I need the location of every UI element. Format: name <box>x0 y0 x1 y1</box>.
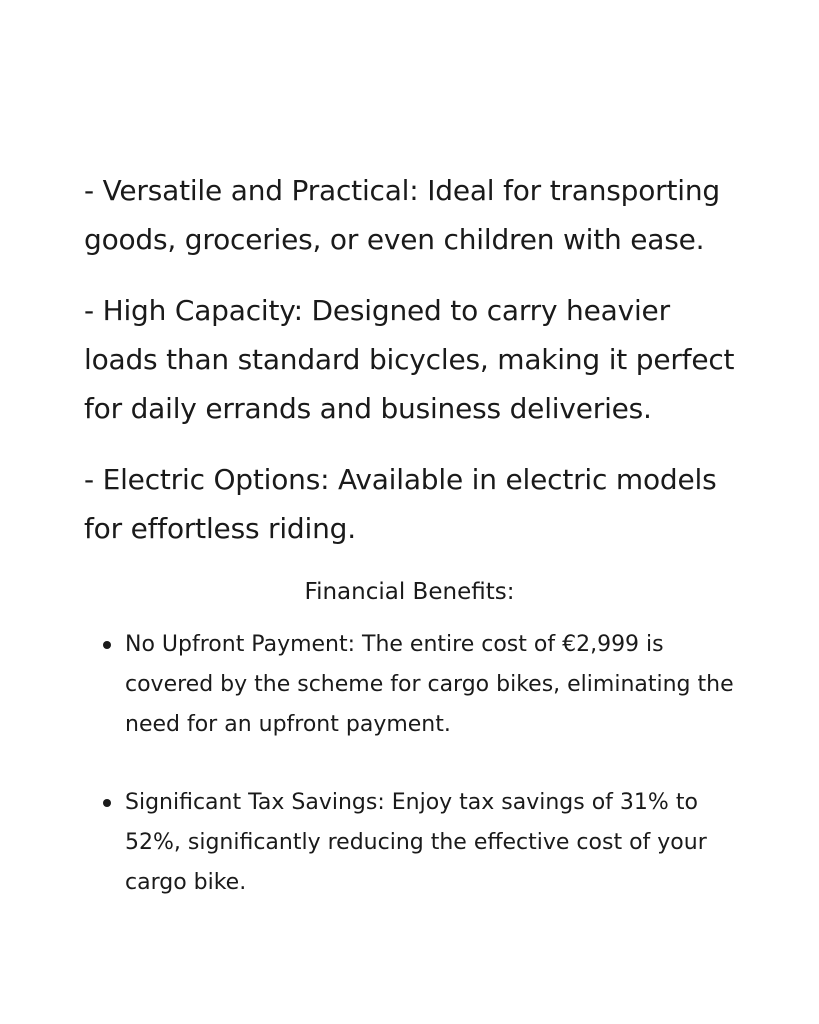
financial-benefits-heading: Financial Benefits: <box>304 579 515 605</box>
feature-list <box>84 166 744 575</box>
feature-electric-options: - Electric Options: Available in electric models for effortless riding. <box>84 463 717 545</box>
financial-benefits-list <box>100 625 750 941</box>
feature-high-capacity: - High Capacity: Designed to carry heavier loads than standard bicycles, making it perfect for daily errands and business deliveries. <box>84 294 735 425</box>
benefit-text: Significant Tax Savings: Enjoy tax savings of 31% to 52%, significantly reducing the effective cost of your cargo bike. <box>125 790 707 895</box>
benefit-text: No Upfront Payment: The entire cost of €2,999 is covered by the scheme for cargo bikes, eliminating the need for an upfront payment. <box>125 632 734 737</box>
bullet-icon <box>103 641 111 649</box>
feature-versatile: - Versatile and Practical: Ideal for transporting goods, groceries, or even children with ease. <box>84 174 720 256</box>
bullet-icon <box>103 799 111 807</box>
list-item <box>100 783 750 903</box>
list-item <box>100 625 750 745</box>
